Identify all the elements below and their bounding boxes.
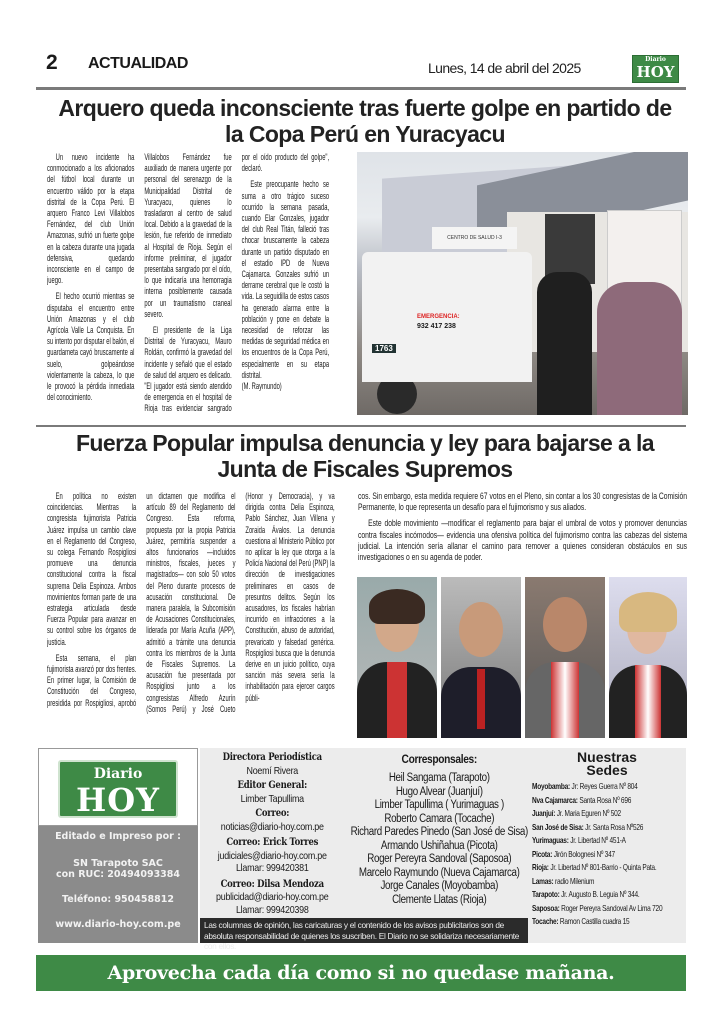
byline: (M. Raymundo) [241,380,282,392]
publisher-info [38,826,198,943]
header-rule [36,87,686,90]
correspondent-item: Hugo Alvear (Juanjuí) [395,785,483,798]
issue-date: Lunes, 14 de abril del 2025 [428,60,581,76]
title-line: la Copa Perú en Yuracyacu [225,121,505,147]
section-name: ACTUALIDAD [88,55,188,72]
editor-name: Limber Tapullima [240,792,304,805]
director-label: Directora Periodística [222,752,322,763]
staff-box [200,748,528,918]
office-city: Nva Cajamarca: [532,794,578,805]
office-item [532,862,682,874]
office-item [532,888,682,902]
office-item [532,902,682,916]
office-address: Jr. Libertad Nº 451-A [570,835,626,845]
edited-by-label: Editado e Impreso por : [55,831,181,842]
office-item [532,780,682,794]
article2-continuation [358,490,687,574]
company-name: SN Tarapoto SAC [73,858,163,869]
phone3: Llamar: 999420398 [235,903,309,916]
truck-phone: 932 417 238 [417,323,456,330]
office-address: Jr. Santa Rosa Nº526 [585,821,644,832]
paragraph: Este doble movimiento —modificar el reglamento para bajar el umbral de votos y promover denuncias contra fiscales incómodos— evidencia una ofensiva política del fujimorismo contra las cabezas del sistema judicial. La intención sería allanar el camino para remover a quienes consideran obstáculos en sus investigaciones o en su agenda de poder. [358,517,687,563]
page-number: 2 [46,51,58,74]
office-item [532,875,682,889]
truck-label: EMERGENCIA: [417,314,460,320]
paragraph: El presidente de la Liga Distrital de Yuracyacu, Mauro Roldán, confirmó la gravedad del incidente y señaló que el estado de salud del arquero es delicado. "El jugador está siendo atendido de emergencia en el hospital de Rioja tras evidenciar sangrado por el oído producto del golpe", declaró. [144,151,329,414]
offices-title: Nuestras [577,749,637,765]
mail-link[interactable]: noticias@diario-hoy.com.pe [220,820,324,833]
header-logo [632,55,679,83]
office-item [532,807,682,821]
motto-banner: Aprovecha cada día como si no quedase mañana. [36,955,686,991]
section-divider [36,425,686,427]
masthead-logo-box [38,748,198,826]
article1-body [47,151,329,423]
paragraph: El hecho ocurrió mientras se disputaba el encuentro entre Unión Amazonas y el club Agrícola Valle La Conquista. En su intento por disputar el balón, el guardameta cayó bruscamente al suelo, golpeándose violentamente la cabeza, lo que le provocó la pérdida inmediata del conocimiento. [47,290,135,403]
correspondents-list [350,752,529,907]
director-name: Noemí Rivera [246,764,299,777]
portrait-photo [357,577,437,738]
company-ruc: con RUC: 20494093384 [55,869,181,880]
portrait-photo [441,577,521,738]
office-item [532,821,682,835]
office-item [532,834,682,848]
article1-photo [357,152,688,415]
offices-title: Sedes [586,762,628,778]
office-city: Saposoa: [532,902,560,913]
office-address: radio Milenium [555,875,595,886]
correspondent-item: Marcelo Raymundo (Nueva Cajamarca) [358,866,520,879]
correspondents-label: Corresponsales: [401,752,477,766]
office-item [532,915,682,929]
company-phone: Teléfono: 950458812 [62,894,174,905]
disclaimer: Las columnas de opinión, las caricaturas y el contenido de los avisos publicitarios son de absoluta responsabilidad de quienes los suscriben. El Diario no se solidariza necesariamente con ellos. [200,918,528,943]
title-line: Fuerza Popular impulsa denuncia y ley para bajarse a la [75,430,655,456]
correspondent-item: Jorge Canales (Moyobamba) [380,880,499,892]
office-city: San José de Sisa: [532,821,584,832]
logo-main: HOY [636,63,675,81]
website-link[interactable]: www.diario-hoy.com.pe [55,919,181,930]
office-address: Jirón Bolognesi Nº 347 [553,848,615,859]
paragraph: Esta semana, el plan fujimorista avanzó por dos frentes. En primer lugar, la Comisión de Constitución del Congreso, presidida por Rospigliosi, aprobó un dictamen que modifica el artículo 89 del Reglamento del Congreso. Esta reforma, propuesta por la propia Patricia Juárez, permitiría suspender a altos funcionarios —incluidos ministros, fiscales, jueces y magistrados— con solo 50 votos del Pleno durante procesos de acusación constitucional. De manera paralela, la Subcomisión de Acusaciones Constitucionales, liderada por María Acuña (APP), admitió a trámite una denuncia contra los miembros de la Junta de Fiscales Supremos. La acusación fue presentada por Rospigliosi junto a los congresistas Alfredo Azurín (Somos Perú) y José Cueto (Honor y Democracia), y va dirigida contra Delia Espinoza, Pablo Sánchez, Juan Villena y Zoraida Ávalos. La denuncia cuestiona al Ministerio Público por no aplicar la ley que otorga a la Policía Nacional del Perú (PNP) la dirección de investigaciones preliminares en casos de presuntos delitos. Según los acusadores, los fiscales habrían incurrido en infracciones a la Constitución, abuso de autoridad, prevaricato y falsedad genérica. Rospigliosi busca que la denuncia derive en un juicio político, cuya sanción más severa sería la inhabilitación para ejercer cargos públi- [47,490,335,714]
correspondent-item: Richard Paredes Pinedo (San José de Sisa) [350,826,528,838]
paragraph: Un nuevo incidente ha conmocionado a los aficionados del fútbol local durante un encuentro válido por la etapa distrital de la Copa Perú. El arquero Franco Levi Villalobos Fernández, del club Unión Amazonas, sufrió un fuerte golpe en la cabeza durante una jugada defensiva, quedando inconsciente en el campo de juego. [47,151,135,286]
office-address: Jr. Libertad Nº 801-Barrio - Quinta Pata. [550,862,657,872]
mail3-link[interactable]: publicidad@diario-hoy.com.pe [216,891,329,903]
correspondent-item: Clemente Llatas (Rioja) [392,893,487,906]
office-address: Jr. Maria Eguren Nº 502 [556,808,621,818]
title-line: Arquero queda inconsciente tras fuerte golpe en partido de [58,95,672,121]
portrait-photo [609,577,687,738]
office-city: Moyobamba: [532,781,570,791]
office-address: Jr. Augusto B. Leguia Nº 344. [561,889,640,899]
truck-number: 1763 [372,344,396,353]
office-address: Santa Rosa Nº 696 [579,794,632,805]
editor-label: Editor General: [237,780,307,791]
mail3-label: Correo: Dilsa Mendoza [220,878,324,890]
diario-hoy-logo [58,760,178,818]
article2-title [40,430,690,482]
logo-top: Diario [93,766,143,782]
logo-top: Diario [645,56,666,63]
correspondent-item: Armando Ushiñahua (Picota) [380,839,498,852]
office-item [532,794,682,808]
paragraph: Este preocupante hecho se suma a otro trágico suceso ocurrido la semana pasada, cuando Elar Gonzales, jugador del club Real Titán, falleció tras chocar bruscamente la cabeza durante un partido disputado en el estadio IPD de Nueva Cajamarca. Gonzales sufrió un derrame cerebral que le costó la vida. La seguidilla de estos casos ha generado alarma entre la población y pone en debate la necesidad de reforzar las medidas de seguridad médica en los encuentros de la Copa Perú, especialmente en su etapa distrital. [241,178,329,380]
office-city: Tarapoto: [532,889,560,899]
mail2-label: Correo: Erick Torres [226,837,319,848]
correspondent-item: Heil Sangama (Tarapoto) [388,772,490,784]
article2-body [47,490,335,718]
office-city: Yurimaguas: [532,835,569,845]
health-center-sign: CENTRO DE SALUD I-3 [432,227,517,249]
office-item [532,848,682,862]
correspondent-item: Roberto Camara (Tocache) [384,812,495,825]
offices-box [528,748,686,943]
pickup-truck [362,252,532,382]
office-city: Juanjuí: [532,808,556,818]
portrait-photo [525,577,605,738]
office-city: Rioja: [532,862,549,872]
logo-main: HOY [76,781,160,819]
office-address: Roger Pereyra Sandoval Av Lima 720 [561,902,663,913]
article1-title [40,95,690,147]
office-city: Tocache: [532,916,559,926]
office-address: Jr: Reyes Guerra Nº 804 [571,781,638,791]
phone2: Llamar: 999420381 [235,862,309,874]
office-address: Ramon Castilla cuadra 15 [559,916,630,926]
correspondent-item: Limber Tapullima ( Yurimaguas ) [374,799,504,811]
paragraph: En política no existen coincidencias. Mientras la congresista fujimorista Patricia Juárez impulsa un cambio clave en el Reglamento del Congreso, su colega Fernando Rospigliosi promueve una denuncia constitucional contra la fiscal suprema Delia Espinoza. Ambos movimientos forman parte de una estrategia articulada desde Fuerza Popular para avanzar en su control sobre los órganos de justicia. [47,490,137,647]
mail2-link[interactable]: judiciales@diario-hoy.com.pe [217,849,327,862]
mail-label: Correo: [255,808,290,819]
office-city: Picota: [532,848,553,859]
title-line: Junta de Fiscales Supremos [217,456,513,482]
paragraph: Villalobos Fernández fue auxiliado de manera urgente por personal del serenazgo de la Municipalidad Distrital de Yuracyacu, quienes lo trasladaron al centro de salud local. Debido a la gravedad de la lesión, fue referido de inmediato al Hospital de Rioja. Según el informe preliminar, el jugador presentaba sangrado por el oído, lo que indicaría una hemorragia interna posiblemente causada por un traumatismo craneal severo. [144,151,232,319]
paragraph: cos. Sin embargo, esta medida requiere 67 votos en el Pleno, sin contar a los 30 congresistas de la Comisión Permanente, lo que representa un desafío para el fujimorismo y sus aliados. [358,490,687,513]
office-city: Lamas: [532,875,554,886]
correspondent-item: Roger Pereyra Sandoval (Saposoa) [367,853,512,865]
